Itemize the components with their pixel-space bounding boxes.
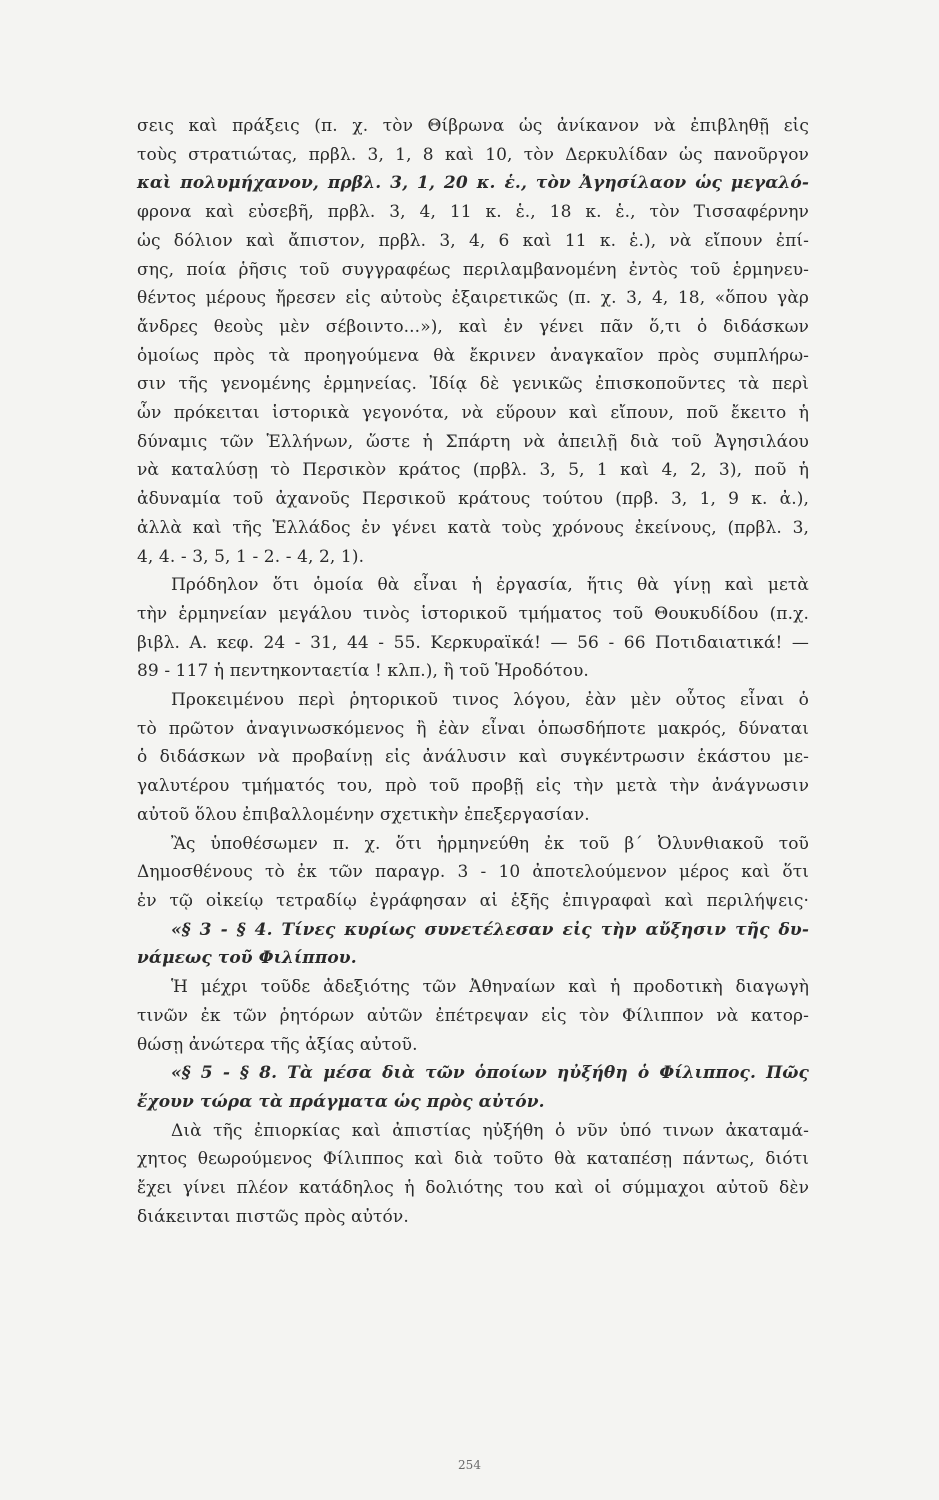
section-heading-line: ἔχουν τώρα τὰ πράγματα ὡς πρὸς αὐτόν. [137, 1091, 545, 1112]
text-line: διάκεινται πιστῶς πρὸς αὐτόν. [137, 1206, 409, 1227]
text-line: ἀδυναμία τοῦ ἀχανοῦς Περσικοῦ κράτους τούτου (πρβ. 3, 1, 9 κ. ἀ.), [137, 489, 809, 510]
text-line: 89 - 117 ἡ πεντηκονταετία ! κλπ.), ἢ τοῦ Ἡροδότου. [137, 661, 589, 682]
text-line: ἔχει γίνει πλέον κατάδηλος ἡ δολιότης του καὶ οἱ σύμμαχοι αὐτοῦ δὲν [137, 1178, 809, 1199]
text-line: δύναμις τῶν Ἑλλήνων, ὥστε ἡ Σπάρτη νὰ ἀπειλῇ διὰ τοῦ Ἀγησιλάου [137, 431, 809, 452]
text-line: ἐν τῷ οἰκείῳ τετραδίῳ ἐγράφησαν αἱ ἑξῆς ἐπιγραφαὶ καὶ περιλήψεις· [137, 890, 809, 911]
text-line: θώσῃ ἀνώτερα τῆς ἀξίας αὐτοῦ. [137, 1034, 418, 1055]
text-line: σιν τῆς γενομένης ἑρμηνείας. Ἰδίᾳ δὲ γενικῶς ἐπισκοποῦντες τὰ περὶ [137, 374, 809, 395]
text-line: τινῶν ἐκ τῶν ῥητόρων αὐτῶν ἐπέτρεψαν εἰς τὸν Φίλιππον νὰ κατορ- [137, 1005, 809, 1026]
text-line: ὁ διδάσκων νὰ προβαίνῃ εἰς ἀνάλυσιν καὶ συγκέντρωσιν ἑκάστου με- [137, 747, 809, 768]
text-line: αὐτοῦ ὅλου ἐπιβαλλομένην σχετικὴν ἐπεξεργασίαν. [137, 804, 590, 825]
text-line: βιβλ. Α. κεφ. 24 - 31, 44 - 55. Κερκυραϊκά! — 56 - 66 Ποτιδαιατικά! — [137, 632, 809, 653]
text-line: σεις καὶ πράξεις (π. χ. τὸν Θίβρωνα ὡς ἀνίκανον νὰ ἐπιβληθῇ εἰς [137, 116, 809, 136]
text-line: 4, 4. - 3, 5, 1 - 2. - 4, 2, 1). [137, 546, 365, 567]
text-line: ἀλλὰ καὶ τῆς Ἑλλάδος ἐν γένει κατὰ τοὺς χρόνους ἐκείνους, (πρβλ. 3, [137, 517, 809, 538]
text-line: τὴν ἑρμηνείαν μεγάλου τινὸς ἱστορικοῦ τμήματος τοῦ Θουκυδίδου (π.χ. [137, 603, 809, 624]
section-heading-line: «§ 3 - § 4. Τίνες κυρίως συνετέλεσαν εἰς τὴν αὔξησιν τῆς δυ- [171, 919, 809, 940]
text-line: ὡς δόλιον καὶ ἄπιστον, πρβλ. 3, 4, 6 καὶ 11 κ. ἑ.), νὰ εἴπουν ἐπί- [137, 230, 809, 251]
text-line: σης, ποία ῥῆσις τοῦ συγγραφέως περιλαμβανομένη ἐντὸς τοῦ ἑρμηνευ- [137, 259, 809, 280]
text-line: γαλυτέρου τμήματός του, πρὸ τοῦ προβῇ εἰς τὴν μετὰ τὴν ἀνάγνωσιν [137, 776, 809, 797]
section-heading-line: «§ 5 - § 8. Τὰ μέσα διὰ τῶν ὁποίων ηὐξήθη ὁ Φίλιππος. Πῶς [171, 1063, 809, 1084]
text-line: τὸ πρῶτον ἀναγινωσκόμενος ἢ ἐὰν εἶναι ὁπωσδήποτε μακρός, δύναται [137, 718, 809, 739]
text-line: ὧν πρόκειται ἱστορικὰ γεγονότα, νὰ εὕρουν καὶ εἴπουν, ποῦ ἔκειτο ἡ [137, 403, 809, 424]
section-heading-line: νάμεως τοῦ Φιλίππου. [137, 948, 357, 969]
page-number: 254 [458, 1458, 481, 1472]
text-line: Ἡ μέχρι τοῦδε ἀδεξιότης τῶν Ἀθηναίων καὶ ἡ προδοτικὴ διαγωγὴ [171, 977, 809, 998]
text-line: Ἂς ὑποθέσωμεν π. χ. ὅτι ἡρμηνεύθη ἐκ τοῦ β΄ Ὀλυνθιακοῦ τοῦ [171, 833, 809, 854]
text-line: ὁμοίως πρὸς τὰ προηγούμενα θὰ ἔκρινεν ἀναγκαῖον πρὸς συμπλήρω- [137, 345, 809, 366]
text-line: νὰ καταλύσῃ τὸ Περσικὸν κράτος (πρβλ. 3, 5, 1 καὶ 4, 2, 3), ποῦ ἡ [137, 460, 809, 481]
text-line: τοὺς στρατιώτας, πρβλ. 3, 1, 8 καὶ 10, τὸν Δερκυλίδαν ὡς πανοῦργον [137, 144, 809, 165]
text-line: Πρόδηλον ὅτι ὁμοία θὰ εἶναι ἡ ἐργασία, ἥτις θὰ γίνῃ καὶ μετὰ [171, 575, 809, 596]
text-line: Διὰ τῆς ἐπιορκίας καὶ ἀπιστίας ηὐξήθη ὁ νῦν ὑπό τινων ἀκαταμά- [171, 1120, 809, 1141]
text-line: Δημοσθένους τὸ ἐκ τῶν παραγρ. 3 - 10 ἀποτελούμενον μέρος καὶ ὅτι [137, 862, 809, 883]
text-line: ἄνδρες θεοὺς μὲν σέβοιντο...»), καὶ ἐν γένει πᾶν ὅ,τι ὁ διδάσκων [137, 316, 809, 337]
body-text [137, 112, 809, 1231]
text-line: χητος θεωρούμενος Φίλιππος καὶ διὰ τοῦτο θὰ καταπέσῃ πάντως, διότι [137, 1149, 809, 1170]
text-line: θέντος μέρους ἤρεσεν εἰς αὐτοὺς ἐξαιρετικῶς (π. χ. 3, 4, 18, «ὅπου γὰρ [137, 288, 809, 309]
text-line: καὶ πολυμήχανον, πρβλ. 3, 1, 20 κ. ἑ., τὸν Ἀγησίλαον ὡς μεγαλό- [137, 173, 809, 194]
text-line: φρονα καὶ εὐσεβῆ, πρβλ. 3, 4, 11 κ. ἑ., 18 κ. ἑ., τὸν Τισσαφέρνην [137, 202, 809, 223]
text-line: Προκειμένου περὶ ῥητορικοῦ τινος λόγου, ἐὰν μὲν οὗτος εἶναι ὁ [171, 690, 809, 711]
